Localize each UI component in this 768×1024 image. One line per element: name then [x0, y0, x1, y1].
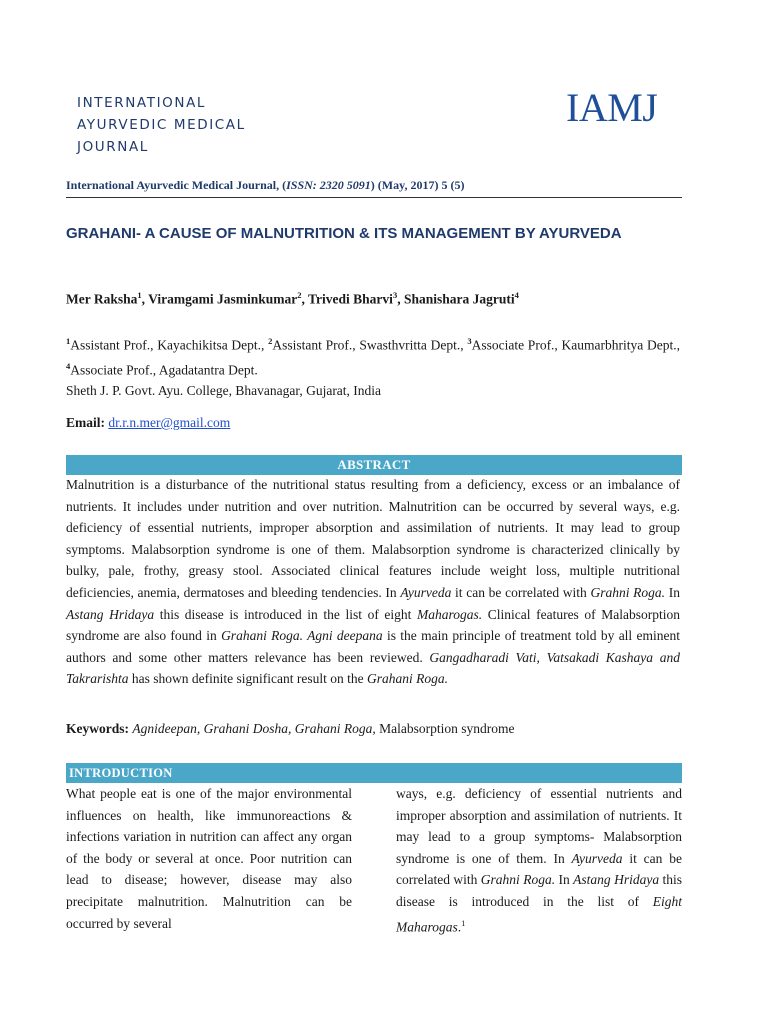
affiliation-text: Associate Prof., Kaumarbhritya Dept.,	[471, 337, 680, 353]
introduction-column-left: What people eat is one of the major environmental influences on health, like immunoreactions & infections variation in nutrition can affect any organ of the body or several at once. Poor nutrition can lead to disease; however, disease may also precipitate malnutrition. Malnutrition can be occurred by several	[66, 786, 352, 931]
italic-run: Grahani Roga.	[366, 671, 448, 687]
italic-run: Grahni Roga.	[590, 584, 666, 600]
affiliation-sup: 1	[66, 336, 71, 346]
italic-run: Ayurveda	[571, 850, 623, 866]
journal-name	[77, 92, 246, 158]
author-sup: 4	[514, 290, 519, 300]
text-run: .	[457, 919, 462, 935]
email-line	[66, 415, 230, 431]
journal-name-line-3: JOURNAL	[77, 139, 149, 155]
header-rule	[66, 197, 682, 198]
author-sup: 2	[297, 290, 302, 300]
keywords-label: Keywords:	[66, 721, 129, 736]
italic-run: Gangadharadi Vati, Vatsakadi Kashaya and Takrarishta	[66, 649, 680, 687]
author-name: Viramgami Jasminkumar	[148, 291, 298, 307]
email-link[interactable]: dr.r.n.mer@gmail.com	[108, 415, 231, 430]
citation-prefix: International Ayurvedic Medical Journal, (	[66, 178, 287, 192]
text-run: it can be correlated with	[451, 584, 591, 600]
author-list: Mer Raksha$^1$, Viramgami Jasminkumar$^2$, Trivedi Bharvi$^3$, Shanishara Jagruti$^4$	[66, 290, 519, 307]
text-run: ways, e.g. deficiency of essential nutrients and improper absorption and assimilation of nutrients. It may lead to a group symptoms- Malabsorption syndrome is one of them. In	[396, 786, 682, 866]
affiliation-text: Assistant Prof., Swasthvritta Dept.,	[272, 337, 468, 353]
author-name: Trivedi Bharvi	[308, 291, 393, 307]
author-sup: 3	[392, 290, 398, 300]
text-run: this disease is introduced in the list of eight	[154, 606, 418, 622]
citation-suffix: ) (May, 2017) 5 (5)	[370, 178, 465, 192]
footnote-ref: 1	[461, 917, 466, 928]
italic-run: Eight Maharogas	[396, 893, 682, 935]
abstract-heading: ABSTRACT	[66, 455, 682, 475]
affiliation-text: Assistant Prof., Kayachikitsa Dept.,	[70, 337, 269, 353]
italic-run: Ayurveda	[400, 584, 452, 600]
text-run: is the main principle of treatment told by all eminent authors and some other matters relevance has been reviewed.	[66, 628, 680, 665]
text-run: has shown definite significant result on the	[128, 671, 367, 687]
italic-run: Grahni Roga.	[480, 872, 556, 888]
introduction-column-right	[396, 783, 682, 938]
text-run: Clinical features of Malabsorption syndrome are also found in	[66, 606, 680, 644]
keywords-plain: Malabsorption syndrome	[375, 721, 515, 736]
affiliation-sup: 3	[467, 336, 472, 346]
affiliation-line	[66, 331, 680, 380]
italic-run: Astang Hridaya	[66, 606, 155, 622]
italic-run: Grahani Roga. Agni deepana	[221, 628, 383, 644]
text-run: this disease is introduced in the list of	[396, 872, 683, 909]
email-label: Email:	[66, 415, 105, 430]
citation-issn: ISSN: 2320 5091	[286, 178, 371, 192]
paper-title: GRAHANI- A CAUSE OF MALNUTRITION & ITS MANAGEMENT BY AYURVEDA	[66, 225, 622, 242]
journal-logo: IAMJ	[566, 85, 658, 130]
text-run: it can be correlated with	[396, 850, 682, 888]
text-run: In	[555, 872, 574, 888]
affiliation-text: Associate Prof., Agadatantra Dept.	[70, 362, 258, 377]
italic-run: Astang Hridaya	[573, 872, 660, 888]
text-run: In	[665, 584, 681, 600]
abstract-text	[66, 474, 680, 690]
text-run: Malnutrition is a disturbance of the nutritional status resulting from a deficiency, excess or an imbalance of nutrients. It includes under nutrition and over nutrition. Malnutrition can be occurred by several ways, e.g. deficiency of essential nutrients, improper absorption and assimilation of nutrients. It may lead to group symptoms. Malabsorption syndrome is one of them. Malabsorption syndrome is characterized clinically by bulky, pale, frothy, greasy stool. Associated clinical features include weight loss, multiple nutritional deficiencies, anemia, dermatoses and bleeding tendencies. In	[66, 477, 680, 600]
author-sup: 1	[137, 290, 142, 300]
affiliation-sup: 2	[268, 336, 273, 346]
keywords-italic: Agnideepan, Grahani Dosha, Grahani Roga,	[132, 721, 376, 736]
affiliation-sup: 4	[66, 360, 71, 371]
journal-name-line-1: INTERNATIONAL	[77, 95, 207, 111]
journal-name-line-2: AYURVEDIC MEDICAL	[77, 117, 246, 133]
journal-citation	[66, 178, 464, 193]
introduction-heading: INTRODUCTION	[66, 763, 682, 783]
institution: Sheth J. P. Govt. Ayu. College, Bhavanagar, Gujarat, India	[66, 383, 382, 398]
author-name: Shanishara Jagruti	[403, 291, 515, 307]
italic-run: Maharogas.	[417, 606, 483, 622]
author-name: Mer Raksha	[66, 291, 138, 307]
keywords-line	[66, 721, 680, 737]
affiliations	[66, 331, 680, 401]
